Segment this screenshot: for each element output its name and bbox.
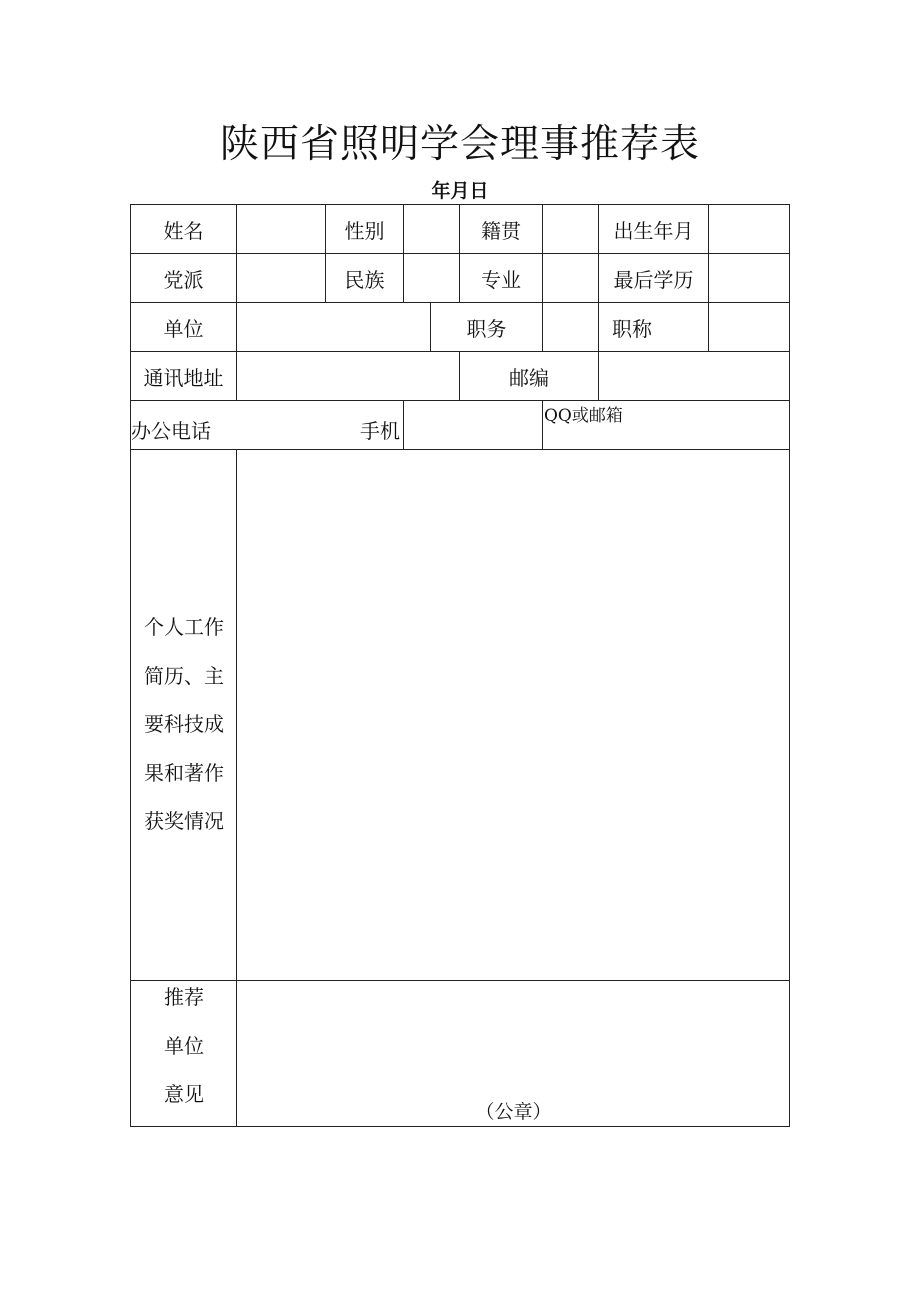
recommend-label-line: 推荐 <box>164 985 204 1009</box>
col-divider <box>542 400 543 449</box>
mobile-field[interactable] <box>404 401 542 449</box>
resume-label-line: 简历、主 <box>144 663 224 688</box>
qq-email-label: QQ或邮箱 <box>544 406 623 426</box>
seal-label: （公章） <box>475 1101 552 1123</box>
postcode-label: 邮编 <box>509 365 549 390</box>
ethnicity-field[interactable] <box>404 254 459 302</box>
education-field[interactable] <box>709 254 789 302</box>
employer-field[interactable] <box>237 303 430 351</box>
name-field[interactable] <box>237 205 325 253</box>
position-label: 职务 <box>466 316 507 341</box>
recommend-label-line: 单位 <box>164 1033 204 1058</box>
native-place-field[interactable] <box>543 205 598 253</box>
employer-label: 单位 <box>163 316 204 341</box>
birth-field[interactable] <box>709 205 789 253</box>
recommend-field[interactable] <box>237 981 789 1093</box>
recommend-label-line: 意见 <box>164 1082 204 1106</box>
resume-label-line: 要科技成 <box>144 712 224 736</box>
form-title: 陕西省照明学会理事推荐表 <box>219 122 700 167</box>
address-label: 通讯地址 <box>143 365 224 390</box>
ethnicity-label: 民族 <box>344 267 385 292</box>
major-field[interactable] <box>543 254 598 302</box>
postcode-field[interactable] <box>599 352 789 400</box>
table-border-bottom <box>130 1126 790 1127</box>
table-border-right <box>789 204 790 1127</box>
title-field[interactable] <box>709 303 789 351</box>
resume-label-line: 获奖情况 <box>144 809 224 833</box>
party-label: 党派 <box>163 267 204 292</box>
resume-label-line: 个人工作 <box>144 615 224 639</box>
gender-field[interactable] <box>404 205 459 253</box>
recommend-label <box>131 973 237 1119</box>
birth-label: 出生年月 <box>613 218 694 243</box>
date-line: 年月日 <box>431 180 489 202</box>
gender-label: 性别 <box>344 218 385 243</box>
resume-field[interactable] <box>237 450 789 980</box>
office-phone-label: 办公电话 <box>131 418 211 443</box>
title-label: 职称 <box>612 316 652 341</box>
native-place-label: 籍贯 <box>481 218 521 243</box>
resume-label <box>131 603 237 846</box>
address-field[interactable] <box>237 352 459 400</box>
mobile-label: 手机 <box>360 418 400 443</box>
name-label: 姓名 <box>163 218 204 243</box>
major-label: 专业 <box>481 267 521 292</box>
education-label: 最后学历 <box>613 267 694 292</box>
party-field[interactable] <box>237 254 325 302</box>
position-field[interactable] <box>543 303 598 351</box>
resume-label-line: 果和著作 <box>144 760 224 785</box>
